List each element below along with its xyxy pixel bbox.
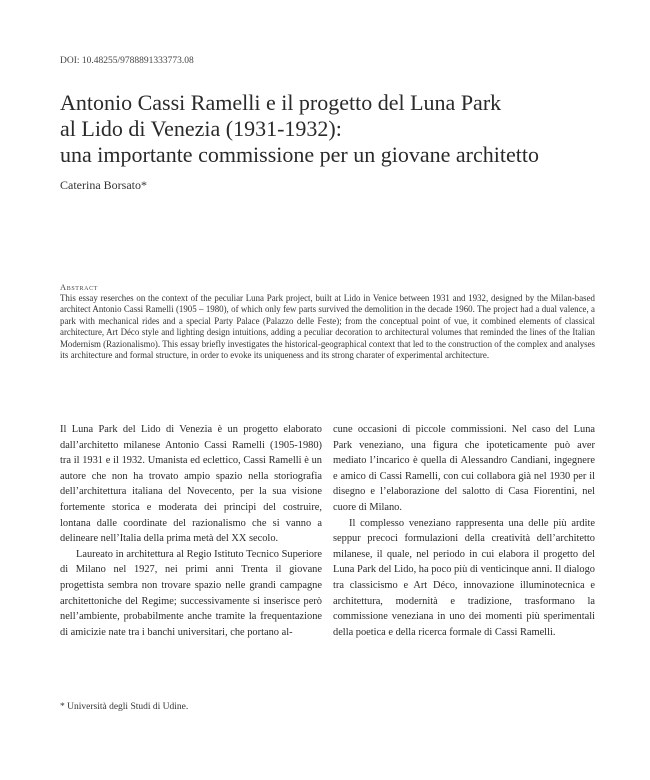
title-line-2: al Lido di Venezia (1931-1932): [60, 116, 342, 141]
author-name: Caterina Borsato* [60, 178, 147, 192]
body-column-right [333, 422, 595, 640]
footnote: * Università degli Studi di Udine. [60, 702, 189, 712]
abstract-text: This essay reserches on the context of the peculiar Luna Park project, built at Lido in Venice between 1931 and 1932, designed by the Milan-based architect Antonio Cassi Ramelli (1905 – 1980), of which only few parts survived the demolition in the decade 1960. The project had a dual valence, a park with mechanical rides and a special Party Palace (Palazzo delle Feste); from the conceptual point of vue, it combined elements of classical architecture, Art Déco style and lighting design intuitions, adding a peculiar decoration to architectural volumes that reminded the lines of the Italian Modernism (Razionalismo). This essay briefly investigates the historical-geographical context that led to the construction of the complex and analyses its architecture and formal structure, in order to evoke its uniqueness and its strong charater of experimental architecture. [60, 293, 595, 361]
title-line-3: una importante commissione per un giovane architetto [60, 142, 539, 167]
doi-line: DOI: 10.48255/9788891333773.08 [60, 56, 194, 66]
body-paragraph: Laureato in architettura al Regio Istituto Tecnico Superiore di Milano nel 1927, nei primi anni Trenta il giovane progettista sembra non trovare spazio nelle grandi campagne architettoniche del Regime; successivamente si inserisce però nell’ambiente, probabilmente anche tramite la frequentazione di amicizie nate tra i banchi universitari, che portano al- [60, 548, 322, 638]
abstract-heading: Abstract [60, 282, 98, 292]
body-paragraph: Il Luna Park del Lido di Venezia è un progetto elaborato dall’architetto milanese Antonio Cassi Ramelli (1905-1980) tra il 1931 e il 1932. Umanista ed eclettico, Cassi Ramelli è un autore che non ha trovato ampio spazio nella storiografia dell’architettura italiana del Novecento, per la sua visione fortemente storica e moderata dei principi del costruire, lontana dalle coordinate del razionalismo che si vanno a delineare nell’Italia della prima metà del XX secolo. [60, 424, 322, 545]
body-paragraph: Il complesso veneziano rappresenta una delle più ardite seppur precoci formulazioni della creatività dell’architetto milanese, il quale, nel periodo in cui elabora il progetto del Luna Park del Lido, ha poco più di venticinque anni. Il dialogo tra classicismo e Art Déco, innovazione illuminotecnica e architettura, modernità e tradizione, trasformano la commissione veneziana in uno dei momenti più sperimentali della poetica e della ricerca formale di Cassi Ramelli. [333, 517, 595, 638]
body-paragraph: cune occasioni di piccole commissioni. Nel caso del Luna Park veneziano, una figura che ipoteticamente può aver mediato l’incarico è quella di Alessandro Candiani, ingegnere e amico di Cassi Ramelli, con cui collabora già nel 1930 per il disegno e l’elaborazione del salotto di Casa Fiorentini, nel cuore di Milano. [333, 424, 595, 513]
title-line-1: Antonio Cassi Ramelli e il progetto del Luna Park [60, 90, 502, 115]
body-column-left [60, 422, 322, 640]
article-title [60, 90, 620, 168]
